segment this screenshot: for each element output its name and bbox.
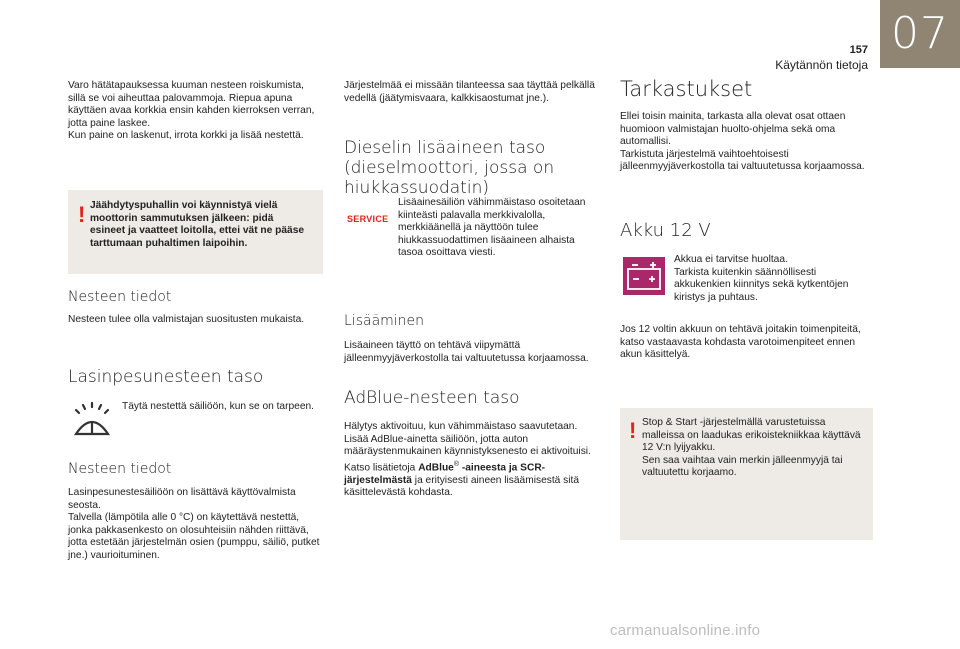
diesel-heading-line1: Dieselin lisäaineen taso <box>344 138 546 158</box>
heading-dieselin-lisaaineen-taso <box>344 138 604 198</box>
adblue-link-2[interactable]: -aineesta ja SCR-järjestelmästä <box>344 462 546 486</box>
nesteen-tiedot-2-p1: Lasinpesunestesäiliöön on lisättävä käyttövalmista seosta. <box>68 487 296 511</box>
warning-fan-text: Jäähdytyspuhallin voi käynnistyä vielä moottorin sammutuksen jälkeen: pidä esineet ja vaatteet loitolla, ettei vät ne pääse tarttumaan puhaltimen laipoihin. <box>90 200 305 249</box>
col1-intro <box>68 80 323 143</box>
warning-icon: ! <box>629 418 637 443</box>
service-icon: SERVICE <box>347 214 389 224</box>
heading-lasinpesunesteen-taso: Lasinpesunesteen taso <box>68 367 264 387</box>
nesteen-tiedot-2-p2: Talvella (lämpötila alle 0 °C) on käytettävä nestettä, jonka pakkasenkesto on olosuhteisiin nähden riittävä, jotta estetään järjestelmän osien (pumppu, säiliö, putket jne.) vaurioituminen. <box>68 512 320 561</box>
lasinpesu-text: Täytä nestettä säiliöön, kun se on tarpeen. <box>122 401 314 412</box>
col1-intro-p2: Kun paine on laskenut, irrota korkki ja lisää nestettä. <box>68 130 304 142</box>
akku-p2: Tarkista kuitenkin säännöllisesti akkukenkien kiinnitys sekä kytkentöjen kiristys ja puhtaus. <box>674 266 849 303</box>
warning-battery-p1: Stop & Start -järjestelmällä varustetuissa malleissa on laadukas erikoistekniikkaa käyttävä 12 V:n lyijyakku. <box>642 417 861 454</box>
heading-adblue-nesteen-taso: AdBlue-nesteen taso <box>344 388 520 408</box>
akku-p1: Akkua ei tarvitse huoltaa. <box>674 254 788 265</box>
adblue-link-1[interactable]: AdBlue <box>418 462 454 474</box>
nesteen-tiedot-2-text <box>68 487 323 563</box>
warning-box-battery <box>620 408 873 540</box>
page-title: Käytännön tietoja <box>775 58 868 72</box>
adblue-text-b: ja erityisesti aineen lisäämisestä sitä käsittelevästä kohdasta. <box>344 474 580 499</box>
diesel-heading-line3: hiukkassuodatin) <box>344 178 489 198</box>
adblue-text-a: Hälytys aktivoituu, kun vähimmäistaso saavutetaan. Lisää AdBlue-ainetta säiliöön, jotta auton määräystenmukainen käynnistyksenesto ei aktivoituisi. Katso lisätietoja <box>344 421 591 474</box>
heading-lisaaminen: Lisääminen <box>344 313 425 329</box>
tarkastukset-p1: Ellei toisin mainita, tarkasta alla olevat osat ottaen huomioon valmistajan huolto-ohjelma sekä oma automallisi. <box>620 111 846 148</box>
lisaaminen-text: Lisäaineen täyttö on tehtävä viipymättä jälleenmyyjäverkostolla tai valtuutetussa korjaamossa. <box>344 340 589 364</box>
washer-fluid-icon <box>70 400 114 442</box>
heading-tarkastukset: Tarkastukset <box>620 77 753 101</box>
heading-nesteen-tiedot-2: Nesteen tiedot <box>68 461 172 477</box>
col1-intro-p1: Varo hätätapauksessa kuuman nesteen roiskumista, sillä se voi aiheuttaa palovammoja. Riepua apuna käyttäen avaa korkkia ensin kahden kierroksen verran, jotta paine laskee. <box>68 80 315 129</box>
diesel-text: Lisäainesäiliön vähimmäistaso osoitetaan kiinteästi palavalla merkkivalolla, merkkiäänellä ja näyttöön tulee hiukkassuodattimen lisäaineen alhaista tasoa osoittava viesti. <box>398 197 586 259</box>
tarkastukset-text <box>620 111 875 174</box>
battery-icon <box>622 256 666 296</box>
heading-nesteen-tiedot: Nesteen tiedot <box>68 289 172 305</box>
warning-battery-text <box>642 417 864 480</box>
chapter-tab <box>880 0 960 68</box>
warning-icon: ! <box>78 202 86 227</box>
watermark: carmanualsonline.info <box>610 622 761 639</box>
adblue-registered-mark: ® <box>453 460 460 468</box>
akku-p3: Jos 12 voltin akkuun on tehtävä joitakin toimenpiteitä, katso vastaavasta kohdasta varotoimenpiteet ennen akun käsittelyä. <box>620 324 861 361</box>
nesteen-tiedot-text: Nesteen tulee olla valmistajan suositusten mukaista. <box>68 314 305 325</box>
adblue-text <box>344 421 599 500</box>
heading-akku-12v: Akku 12 V <box>620 220 711 241</box>
col2-intro: Järjestelmää ei missään tilanteessa saa täyttää pelkällä vedellä (jäätymisvaara, kalkkisaostumat jne.). <box>344 80 595 104</box>
akku-text <box>674 254 874 304</box>
warning-box-fan <box>68 190 323 274</box>
tarkastukset-p2: Tarkistuta järjestelmä vaihtoehtoisesti jälleenmyyjäverkostolla tai valtuutetussa korjaamossa. <box>620 148 865 173</box>
chapter-number: 07 <box>891 8 949 59</box>
warning-battery-p2: Sen saa vaihtaa vain merkin jälleenmyyjä tai valtuutettu korjaamo. <box>642 454 843 479</box>
page-number: 157 <box>849 44 868 56</box>
diesel-heading-line2: (dieselmoottori, jossa on <box>344 158 555 178</box>
